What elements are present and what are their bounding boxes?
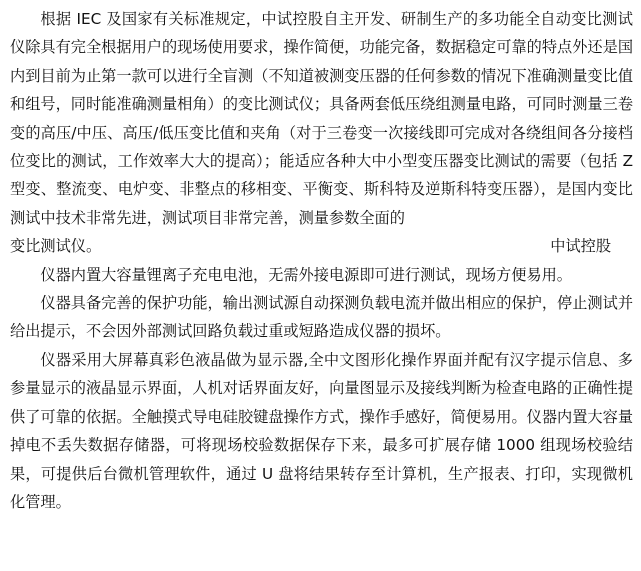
paragraph-battery: 仪器内置大容量锂离子充电电池，无需外接电源即可进行测试，现场方便易用。 xyxy=(40,265,572,284)
intro-last-line xyxy=(10,232,633,260)
paragraph-display: 仪器采用大屏幕真彩色液晶做为显示器,全中文图形化操作界面并配有汉字提示信息、多参量显示的液晶显示界面，人机对话界面友好，向量图显示及接线判断为检查电路的正确性提供了可靠的依据。全触摸式导电硅胶键盘操作方式，操作手感好，简便易用。仪器内置大容量掉电不丢失数据存储器，可将现场校验数据保存下来，最多可扩展存储 1000 组现场校验结果，可提供后台微机管理软件，通过 U 盘将结果转存至计算机，生产报表、打印，实现微机化管理。 xyxy=(10,350,633,511)
paragraph-intro: 根据 IEC 及国家有关标准规定，中试控股自主开发、研制生产的多功能全自动变比测试仪除具有完全根据用户的现场使用要求，操作简便，功能完备，数据稳定可靠的特点外还是国内到目前为止第一款可以进行全盲测（不知道被测变压器的任何参数的情况下准确测量变比值和组号，同时能准确测量相角）的变比测试仪；具备两套低压绕组测量电路，可同时测量三卷变的高压/中压、高压/低压变比值和夹角（对于三卷变一次接线即可完成对各绕组间各分接档位变比的测试，工作效率大大的提高）；能适应各种大中小型变压器变比测试的需要（包括 Z 型变、整流变、电炉变、非整点的移相变、平衡变、斯科特及逆斯科特变压器），是国内变比测试中技术非常先进，测试项目非常完善，测量参数全面的 xyxy=(10,10,633,227)
brand-name: 中试控股 xyxy=(550,237,611,256)
intro-tail-text: 变比测试仪。 xyxy=(10,237,102,256)
paragraph-protection: 仪器具备完善的保护功能，输出测试源自动探测负载电流并做出相应的保护，停止测试并给出提示，不会因外部测试回路负载过重或短路造成仪器的损坏。 xyxy=(10,294,633,341)
